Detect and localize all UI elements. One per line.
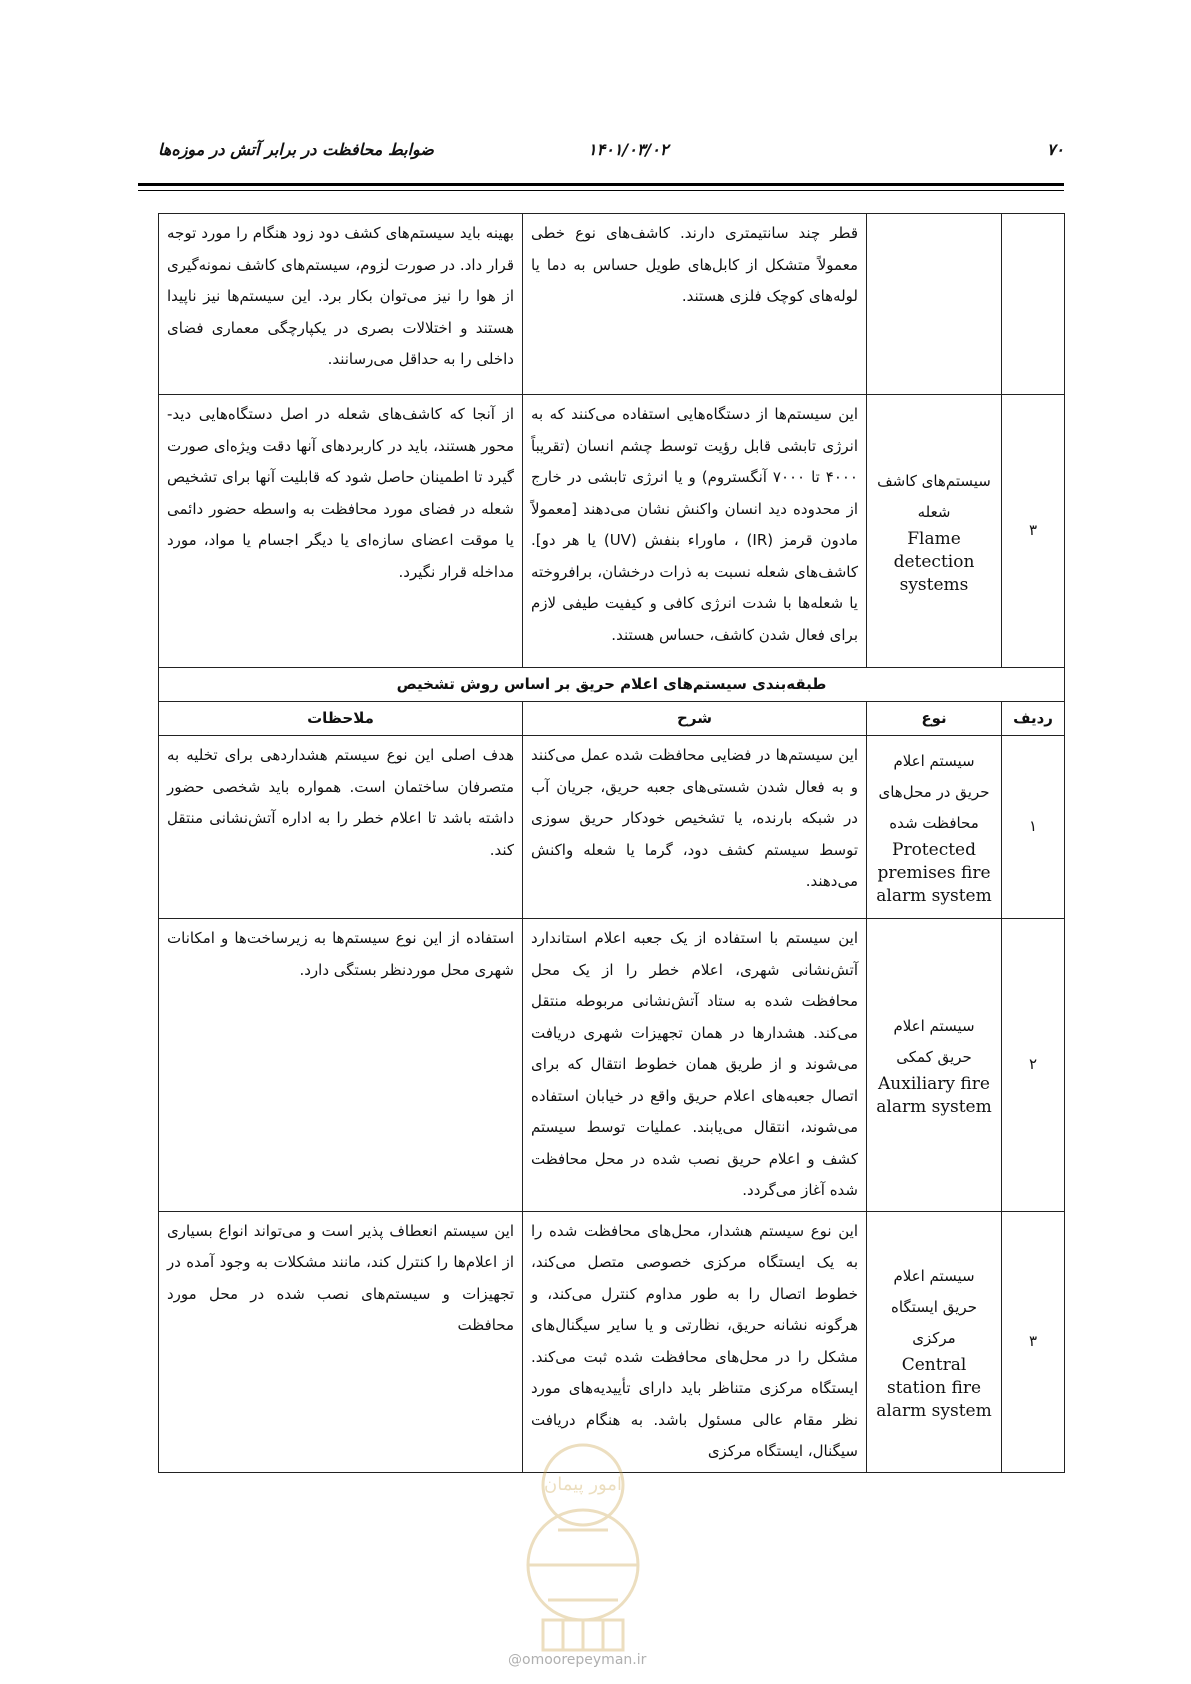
type-persian: سیستم اعلام حریق در محل‌های محافظت شده — [878, 752, 990, 832]
type-english: Central station fire alarm system — [876, 1354, 992, 1421]
row-number: ۱ — [1002, 736, 1065, 919]
page-header — [158, 140, 1064, 170]
type-english: Flame detection systems — [893, 528, 975, 595]
watermark-site: @omoorepeyman.ir — [508, 1652, 647, 1668]
table-row — [159, 736, 1065, 919]
classification-table — [158, 213, 1065, 1473]
type-cell — [867, 395, 1002, 668]
header-row — [159, 702, 1065, 736]
header-rule-thin — [138, 190, 1064, 191]
description-cell: این سیستم‌ها از دستگاه‌هایی استفاده می‌کنند که به انرژی تابشی قابل رؤیت توسط چشم انسان (تقریباً ۴۰۰۰ تا ۷۰۰۰ آنگستروم) و یا انرژی تابشی در خارج از محدوده دید انسان واکنش نشان می‌دهند [معمولاً مادون قرمز (IR) ، ماوراء بنفش (UV) یا هر دو]. کاشف‌های شعله نسبت به ذرات درخشان، برافروخته یا شعله‌ها با شدت انرژی کافی و کیفیت طیفی لازم برای فعال شدن کاشف، حساس هستند. — [523, 395, 867, 668]
notes-cell: استفاده از این نوع سیستم‌ها به زیرساخت‌ها و امکانات شهری محل موردنظر بستگی دارد. — [159, 919, 523, 1212]
description-cell: این سیستم با استفاده از یک جعبه اعلام استاندارد آتش‌نشانی شهری، اعلام خطر را از یک محل محافظت شده به ستاد آتش‌نشانی مربوطه منتقل می‌کند. هشدارها در همان تجهیزات شهری دریافت می‌شوند و از طریق همان خطوط انتقال که برای اتصال جعبه‌های اعلام حریق واقع در خیابان استفاده می‌شوند، انتقال می‌یابند. عملیات توسط سیستم کشف و اعلام حریق نصب شده در محل محافظت شده آغاز می‌گردد. — [523, 919, 867, 1212]
notes-cell: بهینه باید سیستم‌های کشف دود زود هنگام را مورد توجه قرار داد. در صورت لزوم، سیستم‌های کاشف نمونه‌گیری از هوا را نیز می‌توان بکار برد. این سیستم‌ها نیز ناپیدا هستند و اختلالات بصری در یکپارچگی معماری فضای داخلی را به حداقل می‌رسانند. — [159, 214, 523, 395]
type-cell — [867, 736, 1002, 919]
section-title-row — [159, 668, 1065, 702]
type-english: Protected premises fire alarm system — [876, 840, 992, 906]
header-num: ردیف — [1002, 702, 1065, 736]
row-number: ۳ — [1002, 395, 1065, 668]
page-number: ۷۰ — [1046, 140, 1064, 159]
type-persian: سیستم اعلام حریق کمکی — [893, 1016, 975, 1066]
type-cell — [867, 919, 1002, 1212]
row-number: ۳ — [1002, 1211, 1065, 1472]
document-title: ضوابط محافظت در برابر آتش در موزه‌ها — [158, 140, 434, 159]
notes-cell: از آنجا که کاشف‌های شعله در اصل دستگاه‌هایی دید-محور هستند، باید در کاربردهای آنها دقت ویژه‌ای صورت گیرد تا اطمینان حاصل شود که قابلیت آنها برای تشخیص شعله در فضای مورد محافظت به واسطه حضور دائمی یا موقت اعضای سازه‌ای یا دیگر اجسام یا مواد، مورد مداخله قرار نگیرد. — [159, 395, 523, 668]
row-number: ۲ — [1002, 919, 1065, 1212]
table-row — [159, 395, 1065, 668]
section-title: طبقه‌بندی سیستم‌های اعلام حریق بر اساس روش تشخیص — [159, 668, 1065, 702]
header-description: شرح — [523, 702, 867, 736]
document-date: ۱۴۰۱/۰۳/۰۲ — [588, 140, 669, 159]
description-cell: این نوع سیستم هشدار، محل‌های محافظت شده را به یک ایستگاه مرکزی خصوصی متصل می‌کند، خطوط اتصال را به طور مداوم کنترل می‌کند، و هرگونه نشانه حریق، نظارتی و یا سایر سیگنال‌های مشکل را در محل‌های محافظت شده ثبت می‌کند. ایستگاه مرکزی متناظر باید دارای تأییدیه‌های مورد نظر مقام عالی مسئول باشد. به هنگام دریافت سیگنال، ایستگاه مرکزی — [523, 1211, 867, 1472]
row-number — [1002, 214, 1065, 395]
notes-cell: این سیستم انعطاف پذیر است و می‌تواند انواع بسیاری از اعلام‌ها را کنترل کند، مانند مشکلات به وجود آمده در تجهیزات و سیستم‌های نصب شده در محل مورد محافظت — [159, 1211, 523, 1472]
notes-cell: هدف اصلی این نوع سیستم هشداردهی برای تخلیه به متصرفان ساختمان است. همواره باید شخصی حضور داشته باشد تا اعلام خطر را به اداره آتش‌نشانی منتقل کند. — [159, 736, 523, 919]
description-cell: قطر چند سانتیمتری دارند. کاشف‌های نوع خطی معمولاً متشکل از کابل‌های طویل حساس به دما یا لوله‌های کوچک فلزی هستند. — [523, 214, 867, 395]
header-notes: ملاحظات — [159, 702, 523, 736]
at-icon: @ — [508, 1652, 522, 1668]
header-type: نوع — [867, 702, 1002, 736]
type-persian: سیستم اعلام حریق ایستگاه مرکزی — [891, 1266, 977, 1347]
type-cell — [867, 1211, 1002, 1472]
table-row — [159, 919, 1065, 1212]
watermark-logo-text: امور پیمان — [544, 1474, 622, 1495]
type-persian: سیستم‌های کاشف شعله — [877, 471, 991, 521]
watermark-logo — [488, 1390, 678, 1670]
type-cell — [867, 214, 1002, 395]
header-rule-thick — [138, 183, 1064, 186]
table-row — [159, 214, 1065, 395]
description-cell: این سیستم‌ها در فضایی محافظت شده عمل می‌کنند و به فعال شدن شستی‌های جعبه حریق، جریان آب در شبکه بارنده، یا تشخیص خودکار حریق سوزی توسط سیستم کشف دود، گرما یا شعله واکنش می‌دهند. — [523, 736, 867, 919]
type-english: Auxiliary fire alarm system — [876, 1073, 992, 1117]
